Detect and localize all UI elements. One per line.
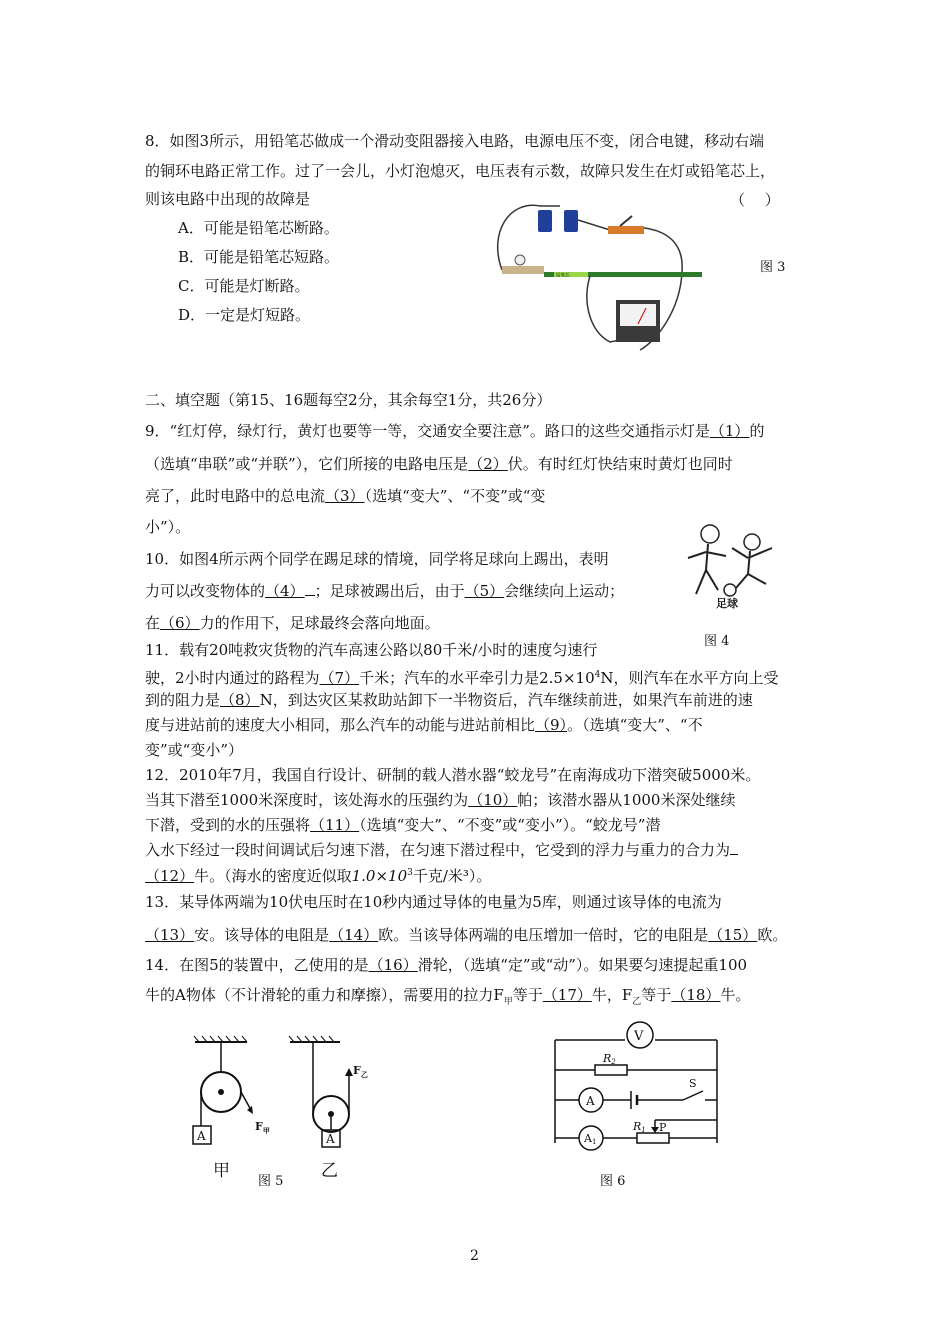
section-2-title: 二、填空题（第15、16题每空2分，其余每空1分，共26分） <box>145 391 552 409</box>
q14-line2: 牛的A物体（不计滑轮的重力和摩擦），需要用的拉力$F_甲$等于（17）牛，$F_乙$等于（18）牛。 <box>145 986 751 1007</box>
figure-4-soccer-illustration <box>678 518 782 610</box>
q10-line2: 力可以改变物体的（4） ；足球被踢出后，由于（5）会继续向上运动； <box>145 582 625 600</box>
figure-5-pulleys <box>185 1030 385 1180</box>
block-a-jia-label: A <box>197 1129 206 1143</box>
blank-14[interactable]: （14） <box>329 926 379 944</box>
q8-answer-bracket: （ ） <box>730 191 780 209</box>
figure-6-label: 图 6 <box>600 1174 626 1189</box>
q11-line1: 11．载有20吨救灾货物的汽车高速公路以80千米/小时的速度匀速行 <box>145 641 598 659</box>
figure-5-label: 图 5 <box>258 1174 284 1189</box>
figure-6-circuit <box>545 1015 730 1155</box>
q13-line1: 13．某导体两端为10伏电压时在10秒内通过导体的电量为5库，则通过该导体的电流为 <box>145 893 722 911</box>
switch-s-label: S <box>689 1077 697 1090</box>
q13-line2: （13）安。该导体的电阻是（14）欧。当该导体两端的电压增加一倍时，它的电阻是（15）欧。 <box>145 926 788 944</box>
q11-line2: 驶，2小时内通过的路程为（7）千米；汽车的水平牵引力是$2.5\times 10^4N$，则汽车在水平方向上受 <box>145 669 779 687</box>
q8-choice-c: C．可能是灯断路。 <box>178 277 310 295</box>
q12-line2: 当其下潜至1000米深度时，该处海水的压强约为（10）帕；该潜水器从1000米深处继续 <box>145 791 736 809</box>
page-number: 2 <box>470 1248 479 1264</box>
resistor-r2-icon <box>595 1065 627 1075</box>
q9-line3: 亮了，此时电路中的总电流（3）（选填“变大”、“不变”或“变 <box>145 487 546 505</box>
q8-choice-b: B．可能是铅笔芯短路。 <box>178 248 340 266</box>
soccer-ball-icon <box>724 584 736 596</box>
label-yi: 乙 <box>321 1161 338 1180</box>
block-a-yi-label: A <box>326 1132 335 1146</box>
force-yi-label: $F_乙$ <box>353 1064 368 1079</box>
figure-4-caption: 足球 <box>716 597 738 610</box>
switch-s-icon <box>683 1091 703 1100</box>
rheostat-r1-icon <box>637 1133 669 1143</box>
blank-17[interactable]: （17） <box>542 986 592 1004</box>
blank-2[interactable]: （2） <box>468 455 508 473</box>
blank-11[interactable]: （11） <box>310 816 360 834</box>
blank-6[interactable]: （6） <box>160 614 200 632</box>
switch-icon <box>608 226 644 234</box>
slider-p-arrow-icon <box>651 1127 659 1133</box>
q8-line2: 的铜环电路正常工作。过了一会儿，小灯泡熄灭，电压表有示数，故障只发生在灯或铅笔芯上， <box>145 162 776 180</box>
blank-10[interactable]: （10） <box>468 791 518 809</box>
q12-line3: 下潜，受到的水的压强将（11）（选填“变大”、“不变”或“变小”）。“蛟龙号”潜 <box>145 816 661 834</box>
q14-line1: 14．在图5的装置中，乙使用的是（16）滑轮，（选填“定”或“动”）。如果要匀速提起重100 <box>145 956 748 974</box>
pencil-strip-label: 铅笔芯 <box>556 273 570 279</box>
q9-line4: 小”）。 <box>145 518 191 536</box>
force-jia-label: $F_甲$ <box>255 1120 270 1135</box>
figure-3-label: 图 3 <box>760 260 786 275</box>
q10-line3: 在（6）力的作用下，足球最终会落向地面。 <box>145 614 440 632</box>
blank-15[interactable]: （15） <box>708 926 758 944</box>
figure-4-label: 图 4 <box>704 634 730 649</box>
blank-4[interactable]: （4） <box>265 582 305 600</box>
lamp-base-icon <box>502 266 544 274</box>
q9-line1: 9．“红灯停，绿灯行，黄灯也要等一等，交通安全要注意”。路口的这些交通指示灯是（1）的 <box>145 422 765 440</box>
blank-1[interactable]: （1） <box>709 422 750 440</box>
q11-line3: 到的阻力是（8）N，到达灾区某救助站卸下一半物资后，汽车继续前进，如果汽车前进的速 <box>145 691 753 709</box>
blank-5[interactable]: （5） <box>464 582 505 600</box>
bulb-icon <box>515 255 525 265</box>
voltmeter-label: V <box>634 1029 644 1044</box>
blank-12[interactable]: （12） <box>145 867 195 885</box>
blank-13[interactable]: （13） <box>145 926 195 944</box>
q12-line1: 12．2010年7月，我国自行设计、研制的载人潜水器“蛟龙号”在南海成功下潜突破5000米。 <box>145 766 761 784</box>
slider-p-label: P <box>659 1121 667 1134</box>
blank-9[interactable]: （9） <box>535 716 568 734</box>
q8-choice-a: A．可能是铅笔芯断路。 <box>178 219 339 237</box>
label-jia: 甲 <box>213 1161 230 1180</box>
q9-line2: （选填“串联”或“并联”），它们所接的电路电压是（2）伏。有时红灯快结束时黄灯也同时 <box>145 455 733 473</box>
r2-label: R2 <box>603 1052 616 1066</box>
figure-3-circuit <box>490 192 705 354</box>
q11-line5: 变”或“变小”） <box>145 741 244 759</box>
blank-3[interactable]: （3） <box>325 487 365 505</box>
blank-16[interactable]: （16） <box>368 956 418 974</box>
q8-choice-d: D．一定是灯短路。 <box>178 306 311 324</box>
ammeter-a1-label: A1 <box>584 1132 597 1146</box>
q8-line3: 则该电路中出现的故障是 <box>145 190 311 208</box>
battery-icon <box>538 210 552 232</box>
q10-line1: 10．如图4所示两个同学在踢足球的情境，同学将足球向上踢出，表明 <box>145 550 609 568</box>
q12-line5: （12）牛。（海水的密度近似取$1.0\times 10^3$千克/米³）。 <box>145 867 492 885</box>
q11-line4: 度与进站前的速度大小相同，那么汽车的动能与进站前相比（9）。（选填“变大”、“不 <box>145 716 703 734</box>
q12-line4: 入水下经过一段时间调试后匀速下潜，在匀速下潜过程中，它受到的浮力与重力的合力为 <box>145 840 738 860</box>
q8-line1: 8．如图3所示，用铅笔芯做成一个滑动变阻器接入电路，电源电压不变，闭合电键，移动右端 <box>145 132 765 150</box>
blank-7[interactable]: （7） <box>319 669 360 687</box>
blank-18[interactable]: （18） <box>671 986 721 1004</box>
ammeter-a-label: A <box>586 1094 595 1108</box>
battery-icon <box>564 210 578 232</box>
blank-8[interactable]: （8） <box>220 691 260 709</box>
r1-label: R1 <box>633 1120 646 1134</box>
